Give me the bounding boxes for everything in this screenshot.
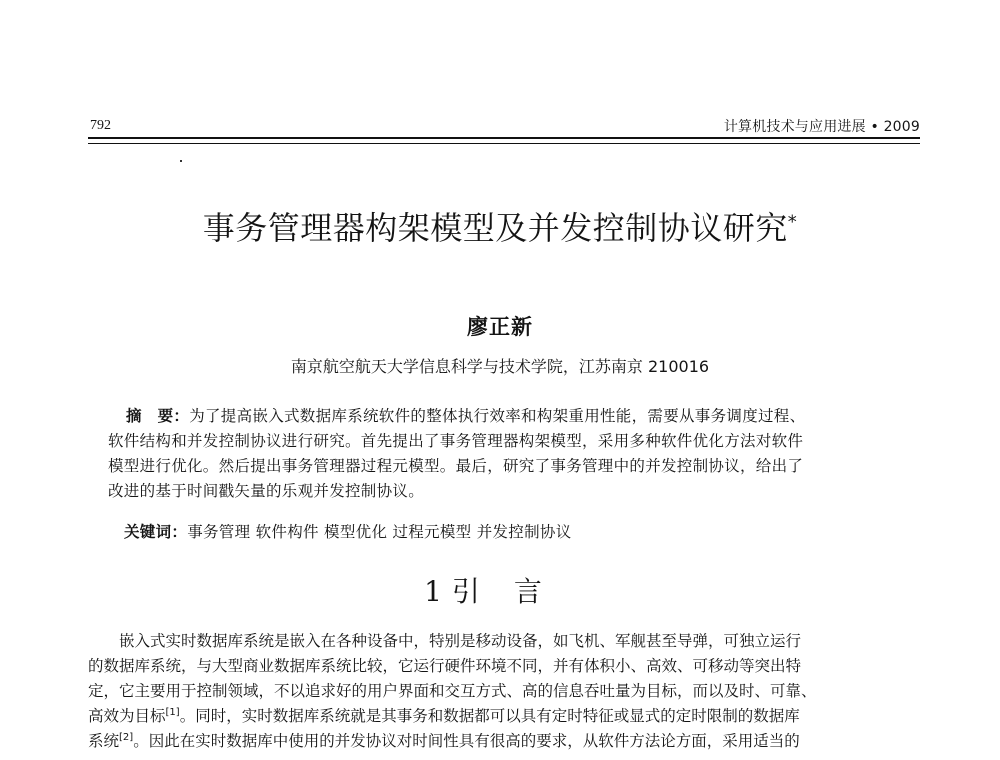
body-line: 定，它主要用于控制领域，不以追求好的用户界面和交互方式、高的信息吞吐量为目标，而以及时、可靠、 <box>88 682 817 700</box>
body-line: 嵌入式实时数据库系统是嵌入在各种设备中，特别是移动设备，如飞机、军舰甚至导弹，可独立运行 <box>119 632 802 650</box>
citation-ref: [2] <box>119 731 134 743</box>
paper-title-text: 事务管理器构架模型及并发控制协议研究 <box>202 209 788 247</box>
abstract-line <box>108 403 916 429</box>
author-name: 廖正新 <box>467 314 533 339</box>
abstract-line: 软件结构和并发控制协议进行研究。首先提出了事务管理器构架模型，采用多种软件优化方法对软件 <box>108 432 804 450</box>
body-text-segment: 系统 <box>88 732 120 750</box>
body-text <box>88 629 920 754</box>
paper-title <box>0 203 1000 249</box>
keywords-text: 事务管理 软件构件 模型优化 过程元模型 并发控制协议 <box>187 523 572 541</box>
body-line: 的数据库系统，与大型商业数据库系统比较，它运行硬件环境不同，并有体积小、高效、可移动等突出特 <box>88 657 802 675</box>
abstract-line: 改进的基于时间戳矢量的乐观并发控制协议。 <box>108 482 425 500</box>
keywords-label: 关键词： <box>124 522 188 541</box>
body-text-segment: 。同时，实时数据库系统就是其事务和数据都可以具有定时特征或显式的定时限制的数据库 <box>179 707 800 725</box>
keywords <box>124 520 572 542</box>
page-number: 792 <box>90 118 111 133</box>
section-heading <box>0 570 1000 610</box>
body-line <box>88 704 920 729</box>
body-text-segment: 高效为目标 <box>88 707 166 725</box>
abstract-line: 模型进行优化。然后提出事务管理器过程元模型。最后，研究了事务管理中的并发控制协议，给出了 <box>108 457 804 475</box>
header-rule-thin <box>88 143 920 144</box>
section-number: 1 <box>424 575 442 608</box>
abstract-label: 摘 要： <box>126 406 190 425</box>
abstract <box>108 403 916 504</box>
body-text-segment: 。因此在实时数据库中使用的并发协议对时间性具有很高的要求，从软件方法论方面，采用适当的 <box>133 732 800 750</box>
section-title: 引言 <box>451 575 576 608</box>
journal-info: 计算机技术与应用进展 • 2009 <box>723 119 920 135</box>
affiliation: 南京航空航天大学信息科学与技术学院，江苏南京 210016 <box>290 357 710 376</box>
scan-speck <box>180 160 182 162</box>
citation-ref: [1] <box>165 706 180 718</box>
header-rule-thick <box>88 137 920 139</box>
body-line <box>88 729 920 754</box>
abstract-text: 为了提高嵌入式数据库系统软件的整体执行效率和构架重用性能，需要从事务调度过程、 <box>189 407 806 425</box>
title-footnote-mark: * <box>787 211 798 233</box>
